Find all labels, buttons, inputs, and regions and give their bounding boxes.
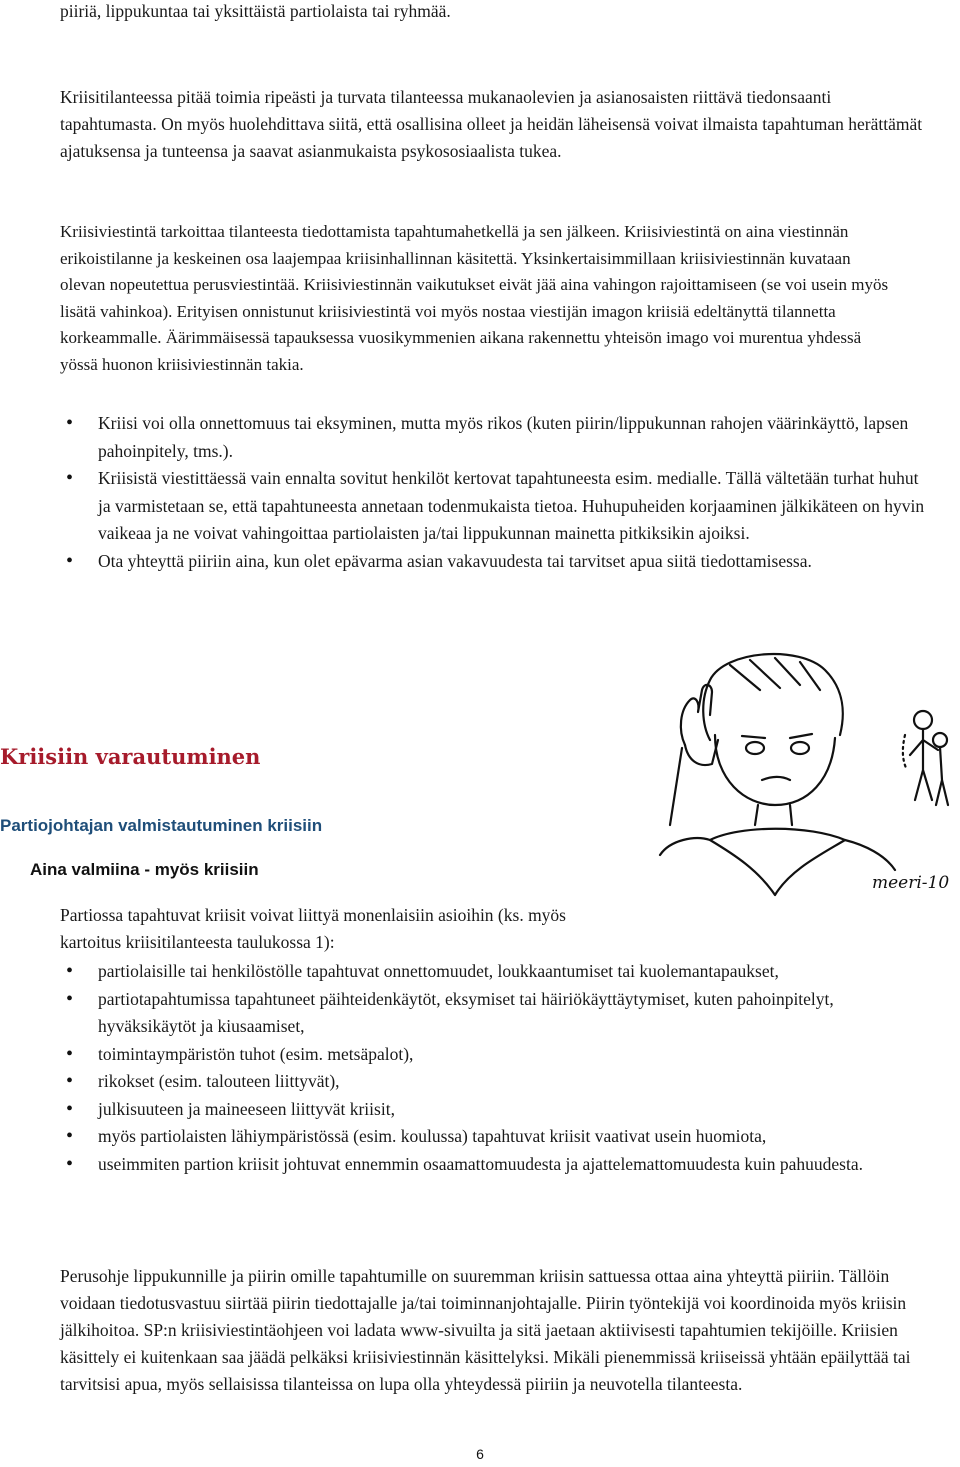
scout-girl-drawing-icon	[640, 640, 960, 900]
list-item: • partiolaisille tai henkilöstölle tapahtuvat onnettomuudet, loukkaantumiset tai kuolemantapaukset,	[60, 958, 935, 986]
intro-paragraph-2: Kriisiviestintä tarkoittaa tilanteesta tiedottamista tapahtumahetkellä ja sen jälkeen. Kriisiviestintä on aina viestinnän erikoistilanne ja keskeinen osa laajempaa kriisinhallinnan käsitettä. Yksinkertaisimmillaan kriisiviestinnän kuvataan olevan nopeutettua perusviestintää. Kriisiviestinnän vaikutukset eivät jää aina vahingon rajoittamiseen (se voi usein myös lisätä vahinkoa). Erityisen onnistunut kriisiviestintä voi myös nostaa viestijän imagon kriisiä edeltänyttä tilannetta korkeammalle. Äärimmäisessä tapauksessa vuosikymmenien aikana rakennettu yhteisön imago voi murentua yhdessä yössä huonon kriisiviestinnän takia.	[60, 222, 889, 374]
list-item: • Ota yhteyttä piiriin aina, kun olet epävarma asian vakavuudesta tai tarvitset apua siitä tiedottamisessa.	[60, 548, 930, 576]
list-item: • Kriisi voi olla onnettomuus tai eksyminen, mutta myös rikos (kuten piirin/lippukunnan rahojen väärinkäyttö, lapsen pahoinpitely, tms.).	[60, 410, 930, 465]
section-lead-paragraph: Partiossa tapahtuvat kriisit voivat liittyä monenlaisiin asioihin (ks. myös kartoitus kriisitilanteesta taulukossa 1):	[60, 905, 566, 952]
intro-top-line: piiriä, lippukuntaa tai yksittäistä partiolaista tai ryhmää.	[60, 1, 451, 21]
artist-signature: meeri-10	[872, 873, 950, 893]
list-item: • toimintaympäristön tuhot (esim. metsäpalot),	[60, 1041, 935, 1069]
list-item: • partiotapahtumissa tapahtuneet päihteidenkäytöt, eksymiset tai häiriökäyttäytymiset, kuten pahoinpitelyt, hyväksikäytöt ja kiusaamiset,	[60, 986, 935, 1041]
bullet-list-crisis-types	[60, 410, 930, 575]
list-item: • myös partiolaisten lähiympäristössä (esim. koulussa) tapahtuvat kriisit vaativat usein huomiota,	[60, 1123, 935, 1151]
section-subheading: Partiojohtajan valmistautuminen kriisiin	[0, 816, 323, 835]
bullet-list-crisis-sources	[60, 958, 935, 1178]
closing-paragraph: Perusohje lippukunnille ja piirin omille tapahtumille on suuremman kriisin sattuessa ottaa aina yhteyttä piiriin. Tällöin voidaan tiedotusvastuu siirtää piirin tiedottajalle ja/tai toiminnanjohtajalle. Piirin työntekijä voi koordinoida myös kriisin jälkihoitoa. SP:n kriisiviestintäohjeen voi ladata www-sivuilta ja sitä jaetaan aktiivisesti tapahtumien tekijöille. Kriisien käsittely ei kuitenkaan saa jäädä pelkäksi kriisiviestinnän käsittelyksi. Mikäli pienemmissä kriiseissä yhtään epäilyttää tai tarvitsisi apua, myös sellaisissa tilanteissa on lupa olla yhteydessä piiriin ja neuvotella tilanteesta.	[60, 1266, 911, 1394]
section-heading: Kriisiin varautuminen	[0, 744, 261, 769]
page-number: 6	[476, 1446, 484, 1462]
list-item: • useimmiten partion kriisit johtuvat ennemmin osaamattomuudesta ja ajattelemattomuudesta kuin pahuudesta.	[60, 1151, 935, 1179]
intro-paragraph-1: Kriisitilanteessa pitää toimia ripeästi ja turvata tilanteessa mukanaolevien ja asianosaisten riittävä tiedonsaanti tapahtumasta. On myös huolehdittava siitä, että osallisina olleet ja heidän läheisensä voivat ilmaista tapahtuman herättämät ajatuksensa ja tunteensa ja saavat asianmukaista psykososiaalista tukea.	[60, 87, 923, 161]
list-item: • Kriisistä viestittäessä vain ennalta sovitut henkilöt kertovat tapahtuneesta esim. medialle. Tällä vältetään turhat huhut ja varmistetaan se, että tapahtuneesta annetaan todenmukaista tietoa. Huhupuheiden korjaaminen jälkikäteen on hyvin vaikeaa ja ne voivat vahingoittaa partiolaisten ja/tai lippukunnan mainetta pitkiksikin ajoiksi.	[60, 465, 930, 548]
list-item: • julkisuuteen ja maineeseen liittyvät kriisit,	[60, 1096, 935, 1124]
section-subsubheading: Aina valmiina - myös kriisiin	[30, 860, 259, 879]
list-item: • rikokset (esim. talouteen liittyvät),	[60, 1068, 935, 1096]
